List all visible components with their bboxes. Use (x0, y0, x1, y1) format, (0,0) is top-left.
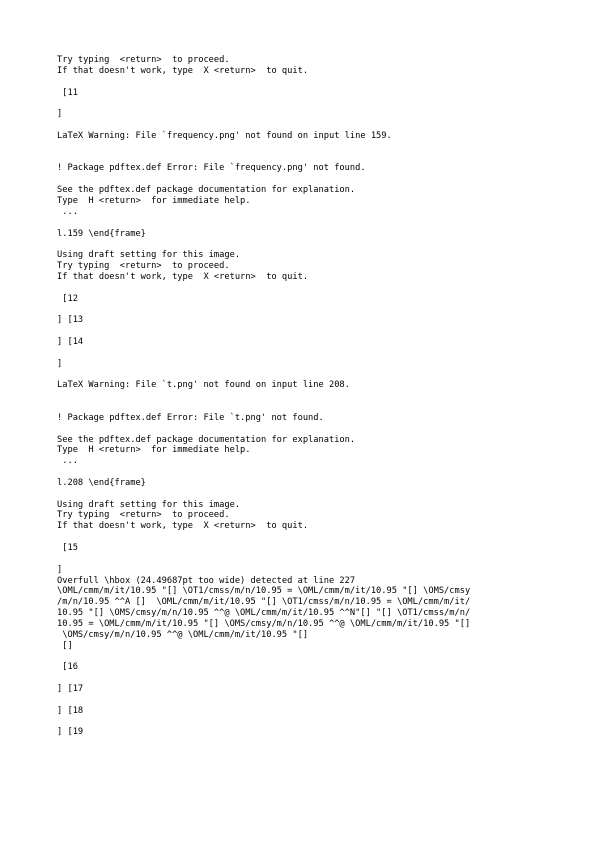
log-line (57, 98, 577, 109)
log-line: /m/n/10.95 ^^A [] \OML/cmm/m/it/10.95 "[] \OT1/cmss/m/n/10.95 = \OML/cmm/m/it/ (57, 597, 471, 608)
log-line: LaTeX Warning: File `frequency.png' not found on input line 159. (57, 130, 392, 141)
log-line (57, 326, 577, 337)
log-line (57, 153, 577, 164)
log-line: Using draft setting for this image. (57, 499, 241, 510)
log-line: If that doesn't work, type X <return> to quit. (57, 65, 309, 76)
log-line: Type H <return> for immediate help. (57, 445, 251, 456)
log-line (57, 402, 577, 413)
log-line: [15 (57, 542, 78, 553)
log-line (57, 424, 577, 435)
log-line: Try typing <return> to proceed. (57, 261, 230, 272)
log-line: ] [19 (57, 727, 84, 738)
log-line: Type H <return> for immediate help. (57, 195, 251, 206)
log-line (57, 716, 577, 727)
log-line (57, 369, 577, 380)
log-line: See the pdftex.def package documentation for explanation. (57, 185, 356, 196)
log-line: ] [17 (57, 683, 84, 694)
log-line: ] [14 (57, 336, 84, 347)
log-line (57, 239, 577, 250)
log-line: ! Package pdftex.def Error: File `t.png' not found. (57, 412, 324, 423)
log-line (57, 142, 577, 153)
log-line: ] (57, 564, 63, 575)
log-line (57, 348, 577, 359)
log-line: Try typing <return> to proceed. (57, 510, 230, 521)
log-line: [12 (57, 293, 78, 304)
log-line: 10.95 "[] \OMS/cmsy/m/n/10.95 ^^@ \OML/cmm/m/it/10.95 ^^N"[] "[] \OT1/cmss/m/n/ (57, 608, 471, 619)
log-line: ] (57, 109, 63, 120)
log-line (57, 304, 577, 315)
log-line: ... (57, 206, 78, 217)
log-line: Using draft setting for this image. (57, 250, 241, 261)
log-line (57, 673, 577, 684)
log-line (57, 532, 577, 543)
log-line (57, 489, 577, 500)
log-line: Overfull \hbox (24.49687pt too wide) detected at line 227 (57, 575, 356, 586)
log-line (57, 554, 577, 565)
log-line: 10.95 = \OML/cmm/m/it/10.95 "[] \OMS/cmsy/m/n/10.95 ^^@ \OML/cmm/m/it/10.95 "[] (57, 618, 471, 629)
log-line (57, 651, 577, 662)
log-line: Try typing <return> to proceed. (57, 55, 230, 65)
log-line (57, 391, 577, 402)
log-line (57, 120, 577, 131)
log-line (57, 77, 577, 88)
log-line: l.208 \end{frame} (57, 477, 146, 488)
log-line: See the pdftex.def package documentation for explanation. (57, 434, 356, 445)
log-line: ! Package pdftex.def Error: File `frequency.png' not found. (57, 163, 366, 174)
log-line (57, 174, 577, 185)
log-line: ] (57, 358, 63, 369)
log-line: l.159 \end{frame} (57, 228, 146, 239)
log-line (57, 218, 577, 229)
log-line (57, 695, 577, 706)
log-line: [16 (57, 662, 78, 673)
latex-log-text (57, 55, 577, 738)
log-line: \OMS/cmsy/m/n/10.95 ^^@ \OML/cmm/m/it/10.95 "[] (57, 629, 309, 640)
log-line: [11 (57, 87, 78, 98)
log-line: LaTeX Warning: File `t.png' not found on input line 208. (57, 380, 350, 391)
log-line: If that doesn't work, type X <return> to quit. (57, 271, 309, 282)
log-line: ] [18 (57, 705, 84, 716)
log-line (57, 283, 577, 294)
log-line: ] [13 (57, 315, 84, 326)
log-line: [] (57, 640, 73, 651)
log-line: ... (57, 456, 78, 467)
log-line: \OML/cmm/m/it/10.95 "[] \OT1/cmss/m/n/10.95 = \OML/cmm/m/it/10.95 "[] \OMS/cmsy (57, 586, 471, 597)
log-line: If that doesn't work, type X <return> to quit. (57, 521, 309, 532)
log-line (57, 467, 577, 478)
